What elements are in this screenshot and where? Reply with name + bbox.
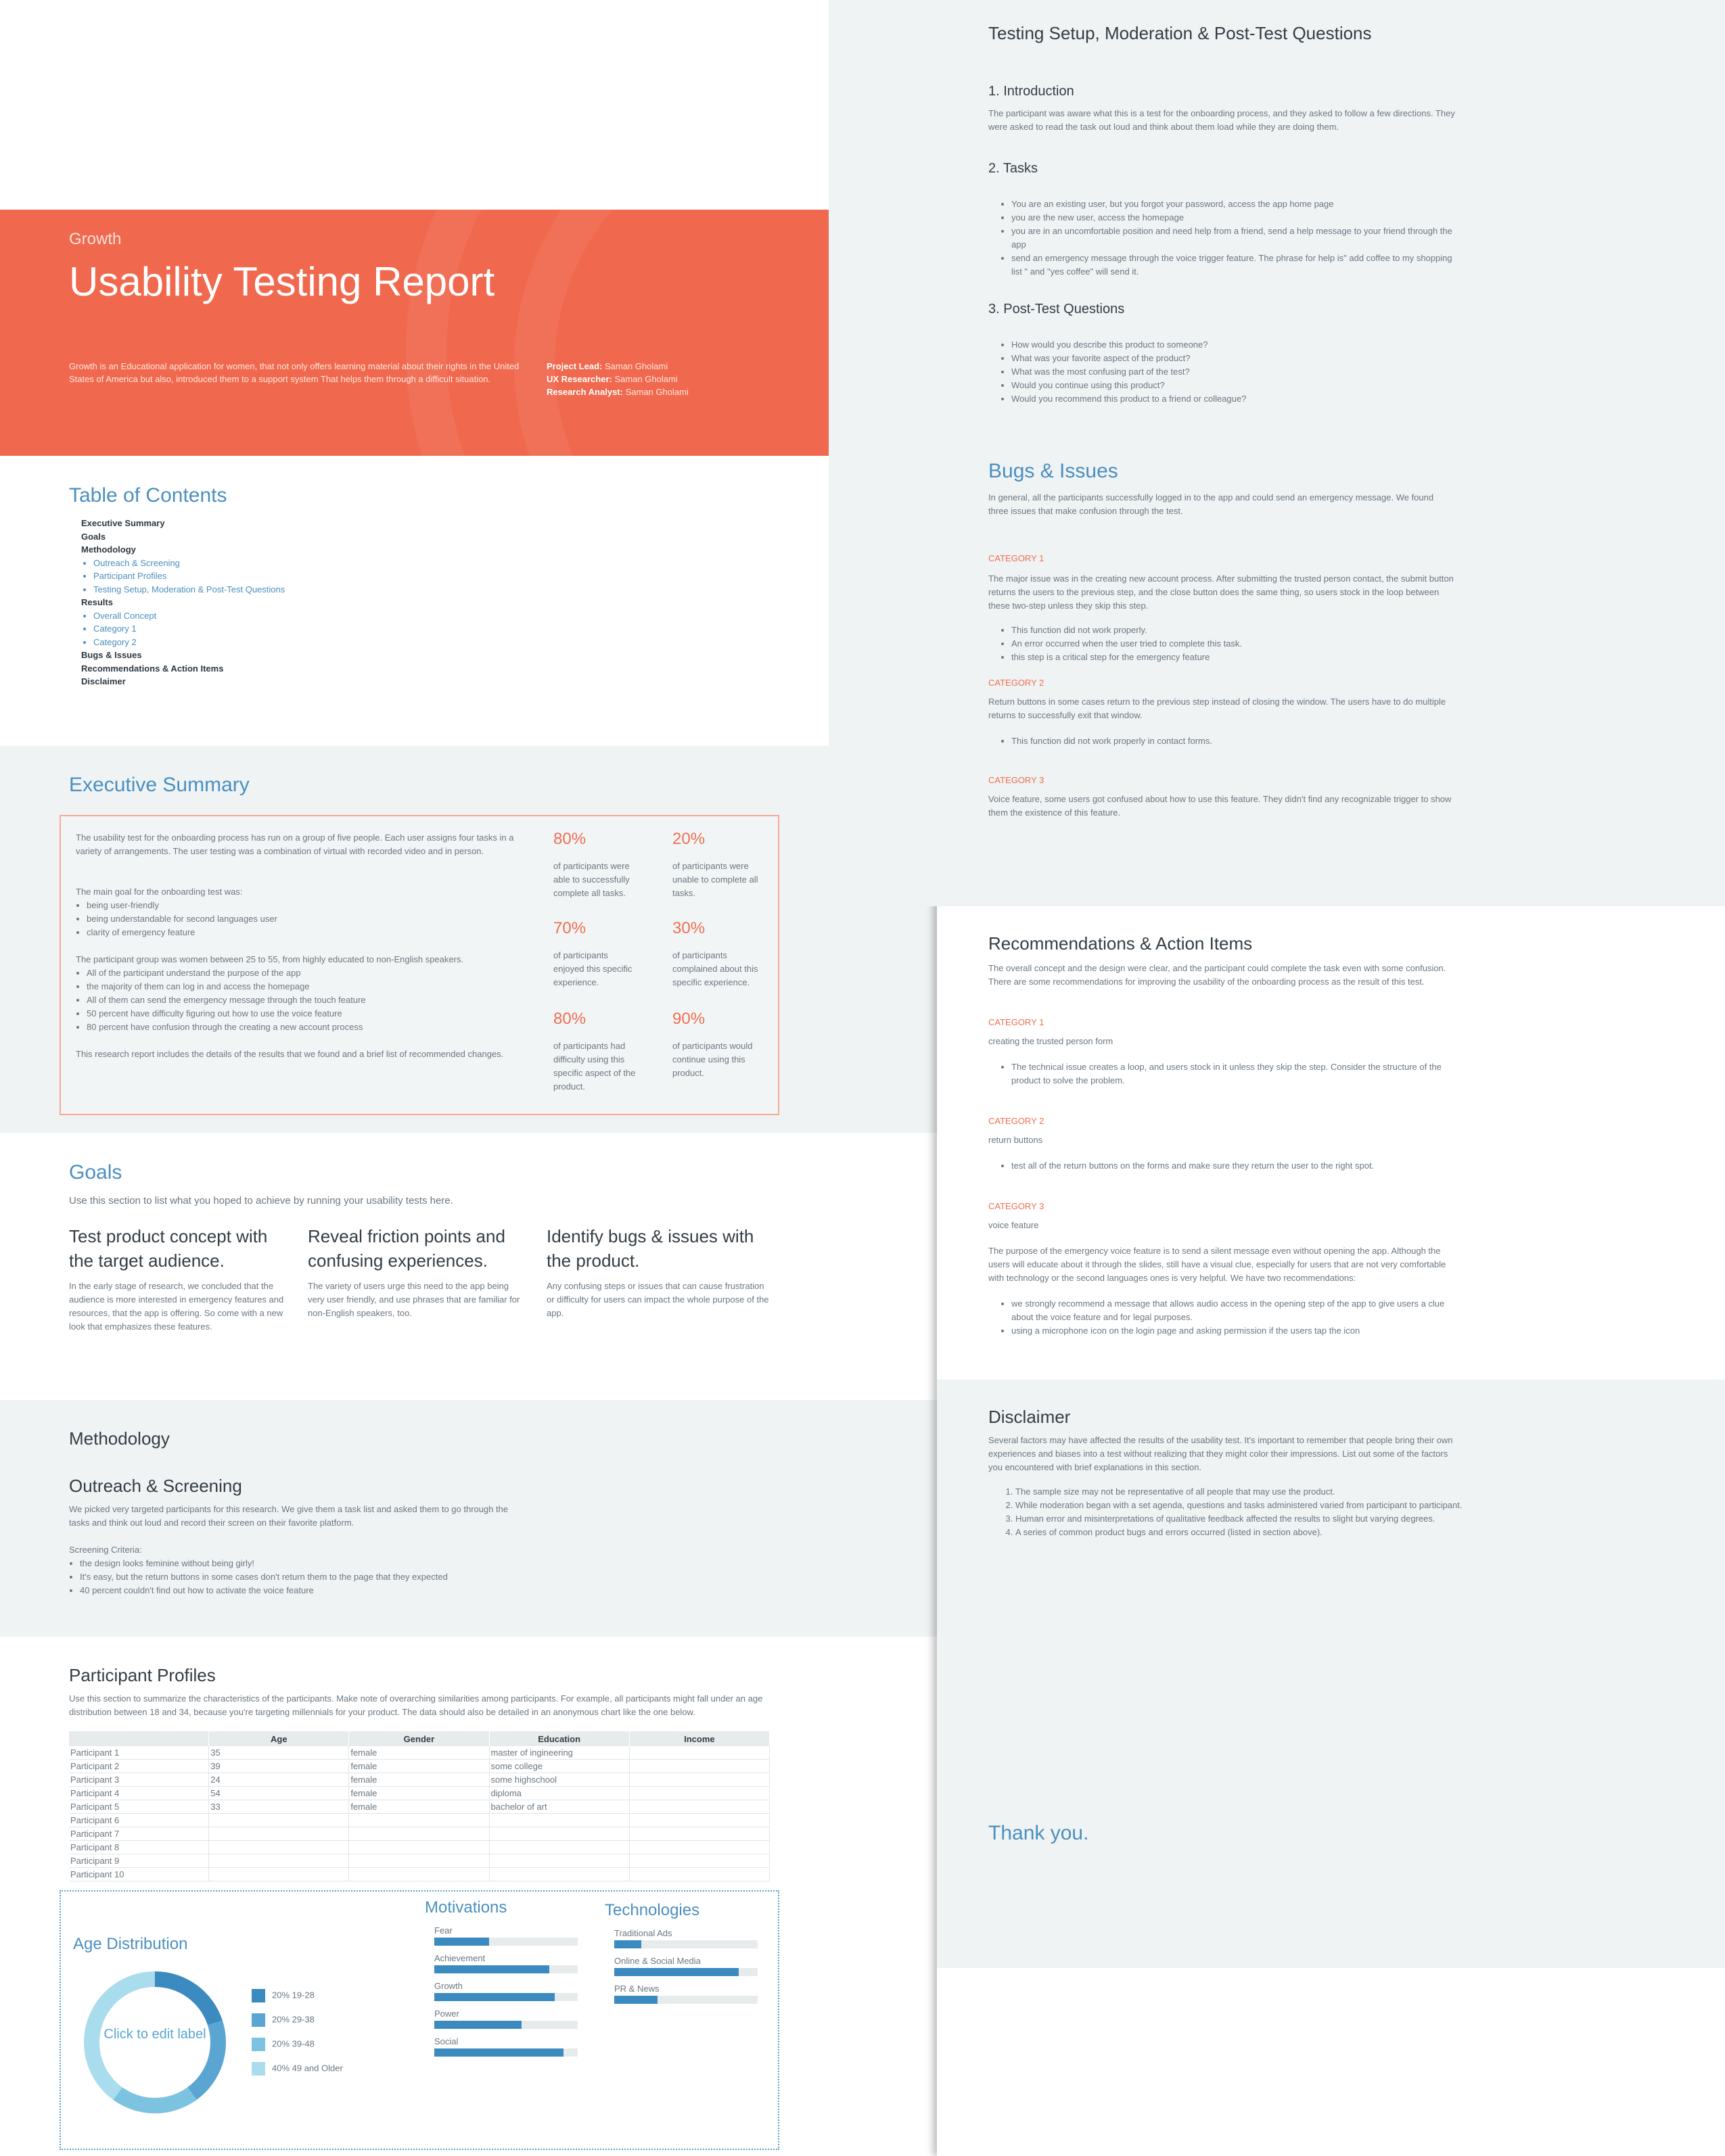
- bar-track: [434, 2048, 578, 2057]
- table-cell: [629, 1868, 769, 1881]
- goal-title: Identify bugs & issues with the product.: [547, 1226, 754, 1271]
- list-item: • 50 percent have difficulty figuring out how to use the voice feature: [87, 1007, 522, 1021]
- report-page-right: [937, 0, 1725, 2156]
- goal-card: [69, 1224, 284, 1334]
- bar-label: Online & Social Media: [614, 1956, 701, 1966]
- table-row: [69, 1827, 770, 1841]
- table-cell: Participant 1: [69, 1746, 209, 1760]
- goals-heading: Goals: [69, 1161, 122, 1184]
- bugs-category-1-body: The major issue was in the creating new account process. After submitting the trusted person contact, the submit button returns the users to the previous step, and the close button does the same thing, so users stock in the loop between these two-step unless they skip this step.: [988, 573, 1454, 611]
- stat-text: of participants complained about this specific experience.: [672, 950, 758, 987]
- bar-track: [614, 1996, 758, 2004]
- bugs-category-1-label: CATEGORY 1: [988, 553, 1044, 563]
- list-item: 1. The sample size may not be representative of all people that may use the product.: [1015, 1485, 1475, 1499]
- toc-heading: Table of Contents: [69, 484, 227, 507]
- bar: [434, 1938, 489, 1946]
- outreach-text: We picked very targeted participants for this research. We give them a task list and asked them to go through the tasks and think out loud and record their screen on their favorite platform.: [69, 1504, 509, 1528]
- table-cell: [629, 1787, 769, 1800]
- goal-card: [308, 1224, 523, 1320]
- bar-row: [434, 2036, 578, 2057]
- bar-row: [434, 1925, 578, 1946]
- table-cell: [209, 1814, 349, 1827]
- bar: [614, 1996, 658, 2004]
- list-item: • using a microphone icon on the login page and asking permission if the users tap the icon: [1011, 1324, 1458, 1338]
- bar-track: [434, 1993, 578, 2001]
- bar: [614, 1968, 739, 1976]
- recommendations-heading: Recommendations & Action Items: [988, 933, 1253, 954]
- table-cell: [489, 1827, 629, 1841]
- table-row: [69, 1787, 770, 1800]
- column-header: [69, 1731, 209, 1746]
- list-item: • What was the most confusing part of the test?: [1011, 365, 1458, 379]
- table-cell: [349, 1841, 489, 1854]
- table-of-contents: [81, 517, 487, 688]
- toc-link-disclaimer[interactable]: Disclaimer: [81, 676, 126, 686]
- list-item: • Would you continue using this product?: [1011, 379, 1458, 392]
- toc-link-testing-setup[interactable]: • Testing Setup, Moderation & Post-Test Questions: [93, 583, 487, 596]
- bar-row: [434, 2009, 578, 2029]
- ux-researcher-label: UX Researcher:: [547, 374, 612, 384]
- table-cell: [489, 1854, 629, 1868]
- table-cell: some college: [489, 1760, 629, 1773]
- list-item: • All of the participant understand the purpose of the app: [87, 966, 522, 980]
- age-legend: [252, 1989, 343, 2086]
- stat-text: of participants had difficulty using this specific aspect of the product.: [553, 1041, 636, 1092]
- criteria-label: Screening Criteria:: [69, 1545, 142, 1555]
- legend-item: [252, 2038, 343, 2062]
- table-cell: Participant 4: [69, 1787, 209, 1800]
- goal-body: In the early stage of research, we concluded that the audience is more interested in emergency features and resources, that the app is offering. So come with a new look that emphasizes these features.: [69, 1281, 284, 1332]
- list-item: • the design looks feminine without being girly!: [80, 1557, 529, 1570]
- stat-value: 70%: [553, 919, 586, 937]
- rec-category-2-sub: return buttons: [988, 1135, 1043, 1145]
- bar-label: Power: [434, 2009, 459, 2019]
- legend-swatch: [252, 2062, 265, 2076]
- list-item: 2. While moderation began with a set agenda, questions and tasks administered varied from participant to participant.: [1015, 1499, 1475, 1512]
- legend-label: 20% 19-28: [272, 1990, 315, 2000]
- list-item: • you are the new user, access the homepage: [1011, 211, 1458, 225]
- stat-value: 80%: [553, 830, 586, 848]
- legend-swatch: [252, 2038, 265, 2051]
- list-item: • Would you recommend this product to a friend or colleague?: [1011, 392, 1458, 406]
- hero-description: Growth is an Educational application for women, that not only offers learning material about their rights in the United States of America but also, introduced them to a support system That helps them through a difficult situation.: [69, 361, 520, 384]
- toc-link-profiles[interactable]: • Participant Profiles: [93, 569, 487, 583]
- bar: [434, 1993, 555, 2001]
- table-cell: 54: [209, 1787, 349, 1800]
- executive-summary-box: [60, 815, 779, 1115]
- list-item: • How would you describe this product to someone?: [1011, 338, 1458, 352]
- table-row: [69, 1854, 770, 1868]
- goal-body: Any confusing steps or issues that can cause frustration or difficulty for users can impact the whole purpose of the app.: [547, 1281, 769, 1318]
- toc-link-goals[interactable]: Goals: [81, 531, 106, 542]
- stat-text: of participants enjoyed this specific experience.: [553, 950, 632, 987]
- bugs-category-2-label: CATEGORY 2: [988, 678, 1044, 688]
- stat-block: [672, 1010, 759, 1080]
- table-cell: [629, 1800, 769, 1814]
- recommendations-intro: The overall concept and the design were clear, and the participant could complete the task even with some confusion. There are some recommendations for improving the usability of the onboarding process as the result of this test.: [988, 963, 1446, 987]
- table-cell: [349, 1854, 489, 1868]
- post-test-heading: 3. Post-Test Questions: [988, 302, 1125, 317]
- stat-block: [553, 919, 640, 989]
- list-item: • It's easy, but the return buttons in some cases don't return them to the page that they expected: [80, 1570, 529, 1584]
- bugs-category-2-body: Return buttons in some cases return to the previous step instead of closing the window. The users have to do multiple returns to successfully exit that window.: [988, 697, 1446, 720]
- rec-category-2-label: CATEGORY 2: [988, 1116, 1044, 1126]
- brand-name: Growth: [69, 230, 122, 248]
- list-item: • test all of the return buttons on the forms and make sure they return the user to the right spot.: [1011, 1159, 1458, 1173]
- stat-text: of participants would continue using this product.: [672, 1041, 753, 1078]
- list-item: • you are in an uncomfortable position and need help from a friend, send a help message to your friend through the app: [1011, 225, 1458, 252]
- table-cell: female: [349, 1773, 489, 1787]
- stat-block: [553, 830, 640, 900]
- table-row: [69, 1760, 770, 1773]
- methodology-heading: Methodology: [69, 1428, 170, 1449]
- table-cell: some highschool: [489, 1773, 629, 1787]
- toc-link-recommendations[interactable]: Recommendations & Action Items: [81, 663, 224, 674]
- list-item: • You are an existing user, but you forgot your password, access the app home page: [1011, 197, 1458, 211]
- table-cell: [349, 1827, 489, 1841]
- legend-swatch: [252, 2013, 265, 2027]
- table-cell: [209, 1841, 349, 1854]
- table-cell: Participant 5: [69, 1800, 209, 1814]
- bar-label: Fear: [434, 1925, 453, 1936]
- table-row: [69, 1814, 770, 1827]
- toc-link-outreach[interactable]: • Outreach & Screening: [93, 557, 487, 570]
- table-cell: bachelor of art: [489, 1800, 629, 1814]
- testing-section-bg: [829, 0, 1725, 906]
- rec-category-3-label: CATEGORY 3: [988, 1201, 1044, 1211]
- rec-category-1-sub: creating the trusted person form: [988, 1036, 1113, 1046]
- list-item: • The technical issue creates a loop, and users stock in it unless they skip the step. Consider the structure of the product to solve the problem.: [1011, 1060, 1458, 1087]
- table-cell: Participant 9: [69, 1854, 209, 1868]
- table-cell: 35: [209, 1746, 349, 1760]
- list-item: • we strongly recommend a message that allows audio access in the opening step of the app to give users a clue about the voice feature and for legal purposes.: [1011, 1297, 1458, 1324]
- age-donut-chart: [77, 1965, 233, 2120]
- table-cell: [209, 1868, 349, 1881]
- toc-link-methodology[interactable]: Methodology: [81, 544, 136, 555]
- table-cell: [629, 1827, 769, 1841]
- list-item: • This function did not work properly in contact forms.: [1011, 734, 1458, 748]
- goal-body: The variety of users urge this need to the app being very user friendly, and use phrases that are familiar for non-English speakers, too.: [308, 1281, 520, 1318]
- table-cell: 24: [209, 1773, 349, 1787]
- table-cell: [629, 1854, 769, 1868]
- list-item: • this step is a critical step for the emergency feature: [1011, 651, 1458, 664]
- bugs-category-3-body: Voice feature, some users got confused about how to use this feature. They didn't find any recognizable trigger to show them the existence of this feature.: [988, 794, 1452, 818]
- table-cell: [209, 1854, 349, 1868]
- bugs-intro: In general, all the participants successfully logged in to the app and could send an emergency message. We found three issues that make confusion through the test.: [988, 492, 1434, 516]
- executive-summary-body: [76, 831, 522, 1061]
- table-cell: [349, 1868, 489, 1881]
- bar-track: [614, 1940, 758, 1948]
- bugs-category-3-label: CATEGORY 3: [988, 775, 1044, 785]
- bar-row: [614, 1984, 758, 2004]
- toc-link-executive-summary[interactable]: Executive Summary: [81, 518, 165, 528]
- table-cell: [629, 1814, 769, 1827]
- table-cell: Participant 6: [69, 1814, 209, 1827]
- column-header: Gender: [349, 1731, 489, 1746]
- table-header-row: [69, 1731, 770, 1746]
- list-item: 3. Human error and misinterpretations of qualitative feedback affected the results to slight but varying degrees.: [1015, 1512, 1475, 1526]
- table-cell: [489, 1841, 629, 1854]
- bar-label: Traditional Ads: [614, 1928, 672, 1938]
- profiles-heading: Participant Profiles: [69, 1665, 216, 1685]
- disclaimer-heading: Disclaimer: [988, 1407, 1071, 1427]
- outreach-heading: Outreach & Screening: [69, 1476, 242, 1496]
- goals-intro: Use this section to list what you hoped to achieve by running your usability tests here.: [69, 1195, 453, 1206]
- table-cell: diploma: [489, 1787, 629, 1800]
- project-lead: Saman Gholami: [604, 361, 668, 371]
- exec-closing: This research report includes the details of the results that we found and a brief list of recommended changes.: [76, 1049, 504, 1059]
- outreach-body: [69, 1503, 529, 1597]
- table-cell: Participant 8: [69, 1841, 209, 1854]
- list-item: • send an emergency message through the voice trigger feature. The phrase for help is" add coffee to my shopping list " and "yes coffee" will send it.: [1011, 252, 1458, 279]
- toc-link-results[interactable]: Results: [81, 597, 113, 607]
- toc-link-bugs[interactable]: Bugs & Issues: [81, 650, 142, 660]
- table-cell: Participant 3: [69, 1773, 209, 1787]
- list-item: 4. A series of common product bugs and errors occurred (listed in section above).: [1015, 1526, 1475, 1539]
- column-header: Education: [489, 1731, 629, 1746]
- technologies-title: Technologies: [605, 1901, 700, 1919]
- stat-value: 20%: [672, 830, 706, 848]
- exec-group-lead: The participant group was women between 25 to 55, from highly educated to non-English speakers.: [76, 954, 464, 964]
- table-cell: female: [349, 1760, 489, 1773]
- bugs-category-2-list: [988, 734, 1458, 748]
- stat-value: 30%: [672, 919, 706, 937]
- table-cell: [629, 1773, 769, 1787]
- stat-value: 90%: [672, 1010, 706, 1028]
- bar-row: [434, 1953, 578, 1973]
- table-cell: Participant 10: [69, 1868, 209, 1881]
- table-cell: female: [349, 1746, 489, 1760]
- table-cell: female: [349, 1787, 489, 1800]
- donut-slice: [155, 1971, 223, 2025]
- bar-row: [614, 1956, 758, 1976]
- legend-label: 40% 49 and Older: [272, 2063, 343, 2073]
- post-test-list: [988, 338, 1458, 406]
- toc-link-category-2[interactable]: • Category 2: [93, 636, 487, 649]
- list-item: • All of them can send the emergency message through the touch feature: [87, 993, 522, 1007]
- stat-text: of participants were able to successfully complete all tasks.: [553, 861, 630, 898]
- table-cell: Participant 2: [69, 1760, 209, 1773]
- bar-track: [434, 1938, 578, 1946]
- table-cell: [489, 1868, 629, 1881]
- legend-item: [252, 2062, 343, 2086]
- testing-heading: Testing Setup, Moderation & Post-Test Questions: [988, 23, 1372, 43]
- bar: [614, 1940, 641, 1948]
- bar: [434, 1965, 549, 1973]
- bar-label: Social: [434, 2036, 459, 2046]
- stat-block: [672, 830, 759, 900]
- exec-goal-lead: The main goal for the onboarding test was:: [76, 887, 243, 897]
- bar: [434, 2048, 564, 2057]
- donut-slice: [113, 2087, 196, 2113]
- hero-credits: [547, 360, 689, 398]
- bar-label: Achievement: [434, 1953, 486, 1963]
- list-item: • being user-friendly: [87, 899, 522, 912]
- goal-card: [547, 1224, 770, 1320]
- ux-researcher: Saman Gholami: [614, 374, 678, 384]
- list-item: • 40 percent couldn't find out how to activate the voice feature: [80, 1584, 529, 1597]
- rec-category-3-body: The purpose of the emergency voice feature is to send a silent message even without opening the app. Although the users will educate about it through the slides, still have a visual clue, especially for users that are not very comfortable with technology or the second languages ones is very helpful. We have two recommendations:: [988, 1246, 1446, 1283]
- toc-link-overall-concept[interactable]: • Overall Concept: [93, 609, 487, 623]
- goal-title: Reveal friction points and confusing experiences.: [308, 1226, 505, 1271]
- column-header: Age: [209, 1731, 349, 1746]
- list-item: • An error occurred when the user tried to complete this task.: [1011, 637, 1458, 651]
- goal-title: Test product concept with the target audience.: [69, 1226, 268, 1271]
- table-cell: master of ingineering: [489, 1746, 629, 1760]
- table-cell: 33: [209, 1800, 349, 1814]
- legend-swatch: [252, 1989, 265, 2002]
- hero-banner: [0, 210, 937, 456]
- table-row: [69, 1746, 770, 1760]
- legend-label: 20% 39-48: [272, 2038, 315, 2049]
- table-cell: [209, 1827, 349, 1841]
- table-cell: 39: [209, 1760, 349, 1773]
- research-analyst-label: Research Analyst:: [547, 387, 623, 397]
- table-row: [69, 1868, 770, 1881]
- exec-intro: The usability test for the onboarding process has run on a group of five people. Each user assigns four tasks in a variety of arrangements. The user testing was a combination of virtual with recorded video and in person.: [76, 833, 514, 856]
- table-cell: [349, 1814, 489, 1827]
- executive-summary-heading: Executive Summary: [69, 774, 250, 796]
- table-cell: Participant 7: [69, 1827, 209, 1841]
- list-item: • This function did not work properly.: [1011, 624, 1458, 637]
- report-title: Usability Testing Report: [69, 259, 495, 304]
- bar-track: [614, 1968, 758, 1976]
- tasks-list: [988, 197, 1458, 279]
- disclaimer-intro: Several factors may have affected the results of the usability test. It's important to remember that people bring their own experiences and biases into a test without realizing that they might color their impressions. List out some of the factors you encountered with brief explanations in this section.: [988, 1435, 1453, 1472]
- list-item: • being understandable for second languages user: [87, 912, 522, 926]
- research-analyst: Saman Gholami: [625, 387, 689, 397]
- list-item: • clarity of emergency feature: [87, 926, 522, 939]
- rec-category-1-label: CATEGORY 1: [988, 1017, 1044, 1027]
- motivations-title: Motivations: [425, 1898, 507, 1917]
- legend-label: 20% 29-38: [272, 2014, 315, 2025]
- list-item: • the majority of them can log in and access the homepage: [87, 980, 522, 993]
- bar-track: [434, 2021, 578, 2029]
- rec-category-1-list: [988, 1060, 1458, 1087]
- toc-link-category-1[interactable]: • Category 1: [93, 622, 487, 636]
- list-item: • What was your favorite aspect of the product?: [1011, 352, 1458, 365]
- bar: [434, 2021, 522, 2029]
- disclaimer-list: [988, 1485, 1475, 1539]
- stat-block: [672, 919, 759, 989]
- bar-row: [614, 1928, 758, 1948]
- column-header: Income: [629, 1731, 769, 1746]
- table-cell: [629, 1841, 769, 1854]
- intro-heading: 1. Introduction: [988, 84, 1074, 99]
- bar-track: [434, 1965, 578, 1973]
- rec-category-3-list: [988, 1297, 1458, 1338]
- table-row: [69, 1800, 770, 1814]
- bar-label: PR & News: [614, 1984, 660, 1994]
- bar-label: Growth: [434, 1981, 463, 1991]
- rec-category-2-list: [988, 1159, 1458, 1173]
- donut-center-label[interactable]: Click to edit label: [104, 2027, 206, 2042]
- participant-table: [69, 1731, 770, 1881]
- project-lead-label: Project Lead:: [547, 361, 603, 371]
- table-cell: [629, 1746, 769, 1760]
- table-cell: [489, 1814, 629, 1827]
- bar-row: [434, 1981, 578, 2001]
- thank-you: Thank you.: [988, 1822, 1089, 1844]
- table-cell: female: [349, 1800, 489, 1814]
- bugs-category-1-list: [988, 624, 1458, 664]
- age-chart-title: Age Distribution: [73, 1935, 188, 1953]
- table-row: [69, 1841, 770, 1854]
- table-row: [69, 1773, 770, 1787]
- list-item: • 80 percent have confusion through the creating a new account process: [87, 1021, 522, 1034]
- tasks-heading: 2. Tasks: [988, 161, 1038, 176]
- rec-category-3-sub: voice feature: [988, 1220, 1039, 1230]
- legend-item: [252, 1989, 343, 2013]
- stat-block: [553, 1010, 640, 1094]
- bugs-heading: Bugs & Issues: [988, 460, 1118, 482]
- table-cell: [629, 1760, 769, 1773]
- stat-text: of participants were unable to complete all tasks.: [672, 861, 758, 898]
- stat-value: 80%: [553, 1010, 586, 1028]
- profiles-charts: [60, 1890, 779, 2150]
- legend-item: [252, 2013, 343, 2038]
- profiles-intro: Use this section to summarize the characteristics of the participants. Make note of overarching similarities among participants. For example, all participants might fall under an age distribution between 18 and 34, because you're targeting millennials for your product. The data should also be detailed in an anonymous chart like the one below.: [69, 1693, 763, 1717]
- intro-body: The participant was aware what this is a test for the onboarding process, and they asked to follow a few directions. They were asked to read the task out loud and think about them load while they are doing them.: [988, 108, 1455, 132]
